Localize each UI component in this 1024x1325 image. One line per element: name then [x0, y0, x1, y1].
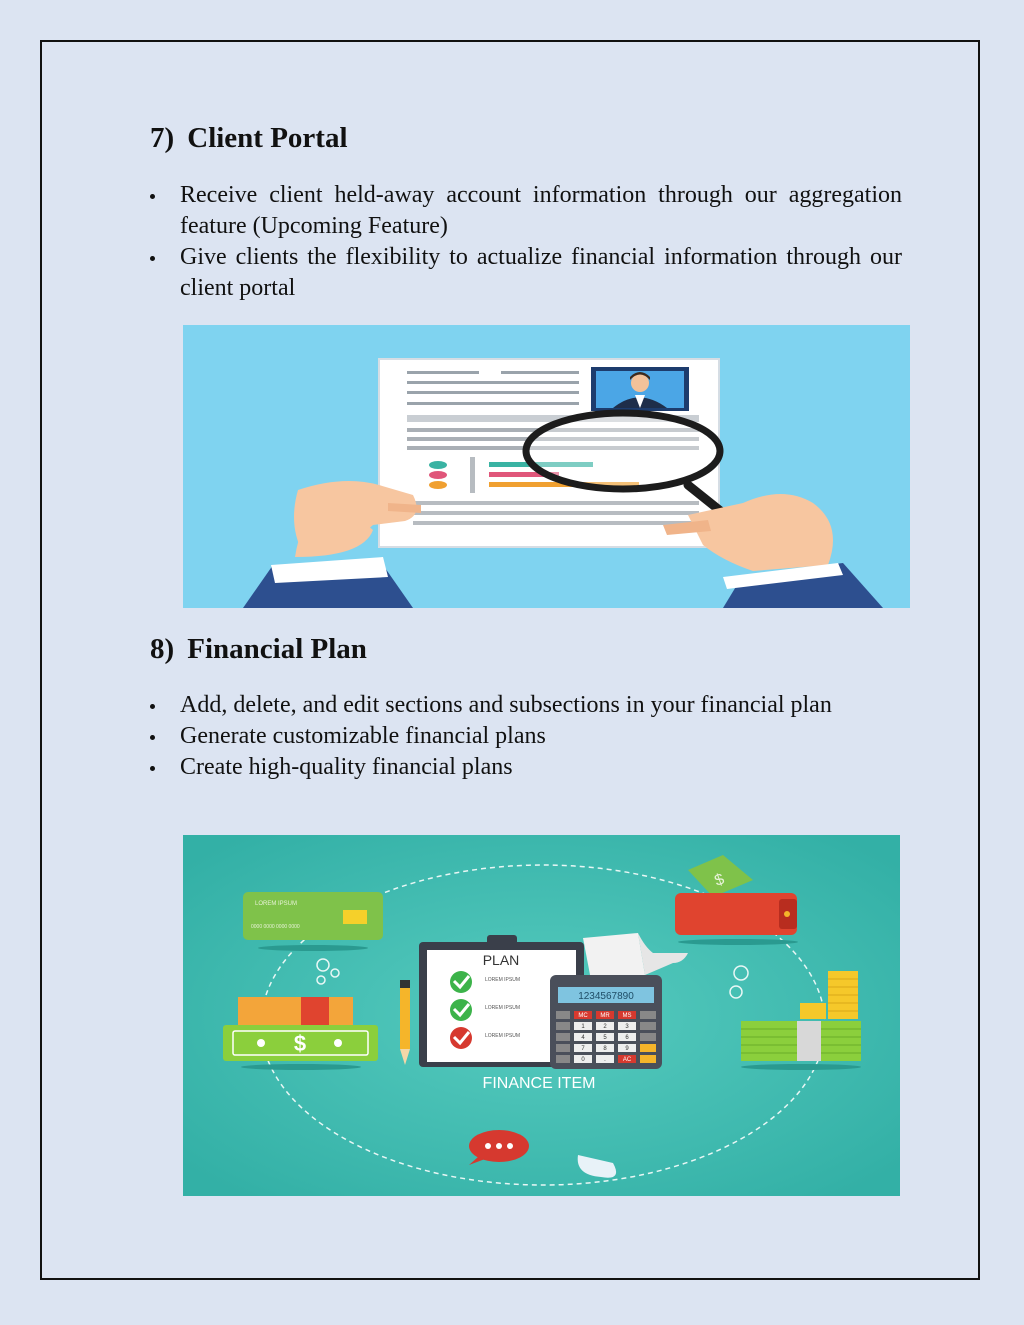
svg-text:$: $ [712, 870, 727, 890]
bullet-icon [150, 735, 155, 740]
svg-text:5: 5 [603, 1035, 607, 1041]
card-number: 0000 0000 0000 0000 [251, 924, 300, 930]
svg-text:3: 3 [625, 1024, 629, 1030]
svg-text:LOREM IPSUM: LOREM IPSUM [485, 1005, 521, 1011]
financial-plan-bullet-list [150, 690, 902, 783]
svg-text:7: 7 [581, 1046, 585, 1052]
list-item: Receive client held-away account information through our aggregation feature (Upcoming Feature) [150, 180, 902, 242]
profile-photo-icon [591, 367, 689, 411]
section-heading-client-portal [150, 121, 348, 155]
bullet-icon [150, 194, 155, 199]
section-title: Client Portal [187, 122, 348, 154]
section-title: Financial Plan [187, 633, 367, 665]
svg-text:AC: AC [622, 1057, 632, 1063]
bullet-icon [150, 766, 155, 771]
dollar-sign: $ [293, 1031, 307, 1056]
svg-text:9: 9 [625, 1046, 629, 1052]
svg-text:0: 0 [581, 1057, 585, 1063]
svg-text:LOREM IPSUM: LOREM IPSUM [485, 977, 521, 983]
list-item: Generate customizable financial plans [150, 721, 902, 752]
svg-text:LOREM IPSUM: LOREM IPSUM [485, 1033, 521, 1039]
client-portal-bullet-list [150, 180, 902, 304]
bullet-icon [150, 704, 155, 709]
svg-text:4: 4 [581, 1035, 585, 1041]
svg-text:1: 1 [581, 1024, 585, 1030]
pencil-icon [400, 980, 410, 1065]
section-number: 8) [150, 633, 175, 665]
section-heading-financial-plan [150, 632, 367, 666]
list-item: Give clients the flexibility to actualize financial information through our client portal [150, 242, 902, 304]
calculator-icon [550, 975, 662, 1069]
financial-plan-illustration [183, 835, 900, 1196]
list-item: Create high-quality financial plans [150, 752, 902, 783]
clipboard-title: PLAN [482, 952, 520, 968]
svg-text:MC: MC [578, 1013, 588, 1019]
svg-text:6: 6 [625, 1035, 629, 1041]
svg-text:8: 8 [603, 1046, 607, 1052]
finance-item-caption: FINANCE ITEM [482, 1075, 596, 1092]
section-number: 7) [150, 122, 175, 154]
svg-text:MR: MR [600, 1013, 610, 1019]
svg-text:MS: MS [622, 1013, 632, 1019]
card-text: LOREM IPSUM [255, 901, 298, 907]
svg-text:2: 2 [603, 1024, 607, 1030]
bullet-icon [150, 256, 155, 261]
calculator-display: 1234567890 [578, 991, 634, 1002]
client-portal-illustration [183, 325, 910, 608]
list-item: Add, delete, and edit sections and subsections in your financial plan [150, 690, 902, 721]
svg-text:.: . [604, 1057, 606, 1063]
